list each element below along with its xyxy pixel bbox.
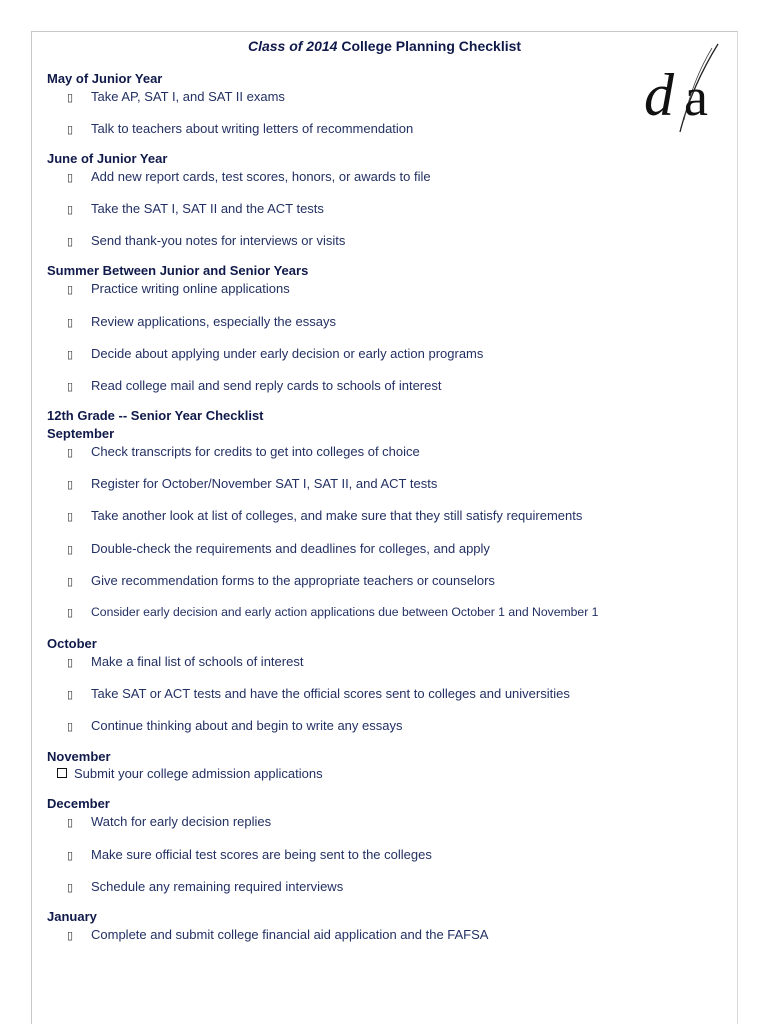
- section-heading-october: October: [47, 636, 97, 651]
- bullet-icon: ▯: [67, 381, 74, 393]
- svg-text:d: d: [644, 62, 674, 128]
- item-text: Take SAT or ACT tests and have the official scores sent to colleges and universities: [91, 686, 570, 701]
- list-item: [67, 879, 343, 894]
- bullet-icon: ▯: [67, 284, 74, 296]
- bullet-icon: ▯: [67, 850, 74, 862]
- bullet-icon: ▯: [67, 349, 74, 361]
- list-item: [67, 281, 290, 296]
- bullet-icon: ▯: [67, 172, 74, 184]
- list-item: [57, 766, 323, 781]
- list-item: [67, 573, 495, 588]
- item-text: Talk to teachers about writing letters of recommendation: [91, 121, 414, 136]
- checkbox-icon: [57, 768, 67, 778]
- list-item: [67, 541, 490, 556]
- list-item: [67, 89, 285, 104]
- item-text: Schedule any remaining required interviews: [91, 879, 344, 894]
- bullet-icon: ▯: [67, 930, 74, 942]
- list-item: [67, 686, 570, 701]
- da-logo: [640, 40, 735, 135]
- item-text: Continue thinking about and begin to write any essays: [91, 718, 403, 733]
- item-text: Add new report cards, test scores, honors, or awards to file: [91, 169, 431, 184]
- list-item: [67, 233, 345, 248]
- item-text: Consider early decision and early action applications due between October 1 and November 1: [91, 605, 599, 619]
- title-text: College Planning Checklist: [341, 38, 522, 54]
- bullet-icon: ▯: [67, 92, 74, 104]
- item-text: Review applications, especially the essays: [91, 314, 336, 329]
- list-item: [67, 444, 420, 459]
- bullet-icon: ▯: [67, 544, 74, 556]
- list-item: [67, 346, 483, 361]
- bullet-icon: ▯: [67, 607, 74, 619]
- bullet-icon: ▯: [67, 689, 74, 701]
- section-heading-january: January: [47, 909, 97, 924]
- list-item: [67, 718, 402, 733]
- bullet-icon: ▯: [67, 721, 74, 733]
- section-heading-may: May of Junior Year: [47, 71, 163, 86]
- list-item: [67, 654, 303, 669]
- list-item: [67, 314, 336, 329]
- bullet-icon: ▯: [67, 576, 74, 588]
- bullet-icon: ▯: [67, 236, 74, 248]
- list-item: [67, 169, 431, 184]
- page-title: [31, 38, 738, 54]
- bullet-icon: ▯: [67, 479, 74, 491]
- item-text: Complete and submit college financial aid application and the FAFSA: [91, 927, 489, 942]
- item-text: Check transcripts for credits to get into colleges of choice: [91, 444, 420, 459]
- item-text: Give recommendation forms to the appropriate teachers or counselors: [91, 573, 495, 588]
- section-heading-senior: 12th Grade -- Senior Year Checklist: [47, 408, 264, 423]
- list-item: [67, 476, 437, 491]
- item-text: Decide about applying under early decision or early action programs: [91, 346, 484, 361]
- list-item: [67, 927, 488, 942]
- item-text: Take the SAT I, SAT II and the ACT tests: [91, 201, 324, 216]
- item-text: Read college mail and send reply cards to schools of interest: [91, 378, 442, 393]
- bullet-icon: ▯: [67, 317, 74, 329]
- item-text: Submit your college admission applications: [74, 766, 323, 781]
- bullet-icon: ▯: [67, 882, 74, 894]
- section-heading-december: December: [47, 796, 110, 811]
- list-item: [67, 201, 324, 216]
- bullet-icon: ▯: [67, 817, 74, 829]
- bullet-icon: ▯: [67, 124, 74, 136]
- section-heading-november: November: [47, 749, 111, 764]
- list-item: [67, 605, 598, 619]
- item-text: Make sure official test scores are being sent to the colleges: [91, 847, 432, 862]
- title-class-year: Class of 2014: [247, 38, 338, 54]
- item-text: Send thank-you notes for interviews or visits: [91, 233, 346, 248]
- bullet-icon: ▯: [67, 657, 74, 669]
- item-text: Take another look at list of colleges, and make sure that they still satisfy requirements: [91, 508, 583, 523]
- item-text: Take AP, SAT I, and SAT II exams: [91, 89, 285, 104]
- list-item: [67, 847, 432, 862]
- list-item: [67, 378, 441, 393]
- section-subheading-september: September: [47, 426, 115, 441]
- section-heading-summer: Summer Between Junior and Senior Years: [47, 263, 309, 278]
- item-text: Double-check the requirements and deadlines for colleges, and apply: [91, 541, 490, 556]
- list-item: [67, 814, 271, 829]
- bullet-icon: ▯: [67, 511, 74, 523]
- section-heading-june: June of Junior Year: [47, 151, 168, 166]
- item-text: Make a final list of schools of interest: [91, 654, 304, 669]
- item-text: Practice writing online applications: [91, 281, 290, 296]
- list-item: [67, 121, 413, 136]
- list-item: [67, 508, 582, 523]
- bullet-icon: ▯: [67, 204, 74, 216]
- item-text: Register for October/November SAT I, SAT II, and ACT tests: [91, 476, 438, 491]
- bullet-icon: ▯: [67, 447, 74, 459]
- item-text: Watch for early decision replies: [91, 814, 272, 829]
- svg-text:a: a: [684, 67, 708, 127]
